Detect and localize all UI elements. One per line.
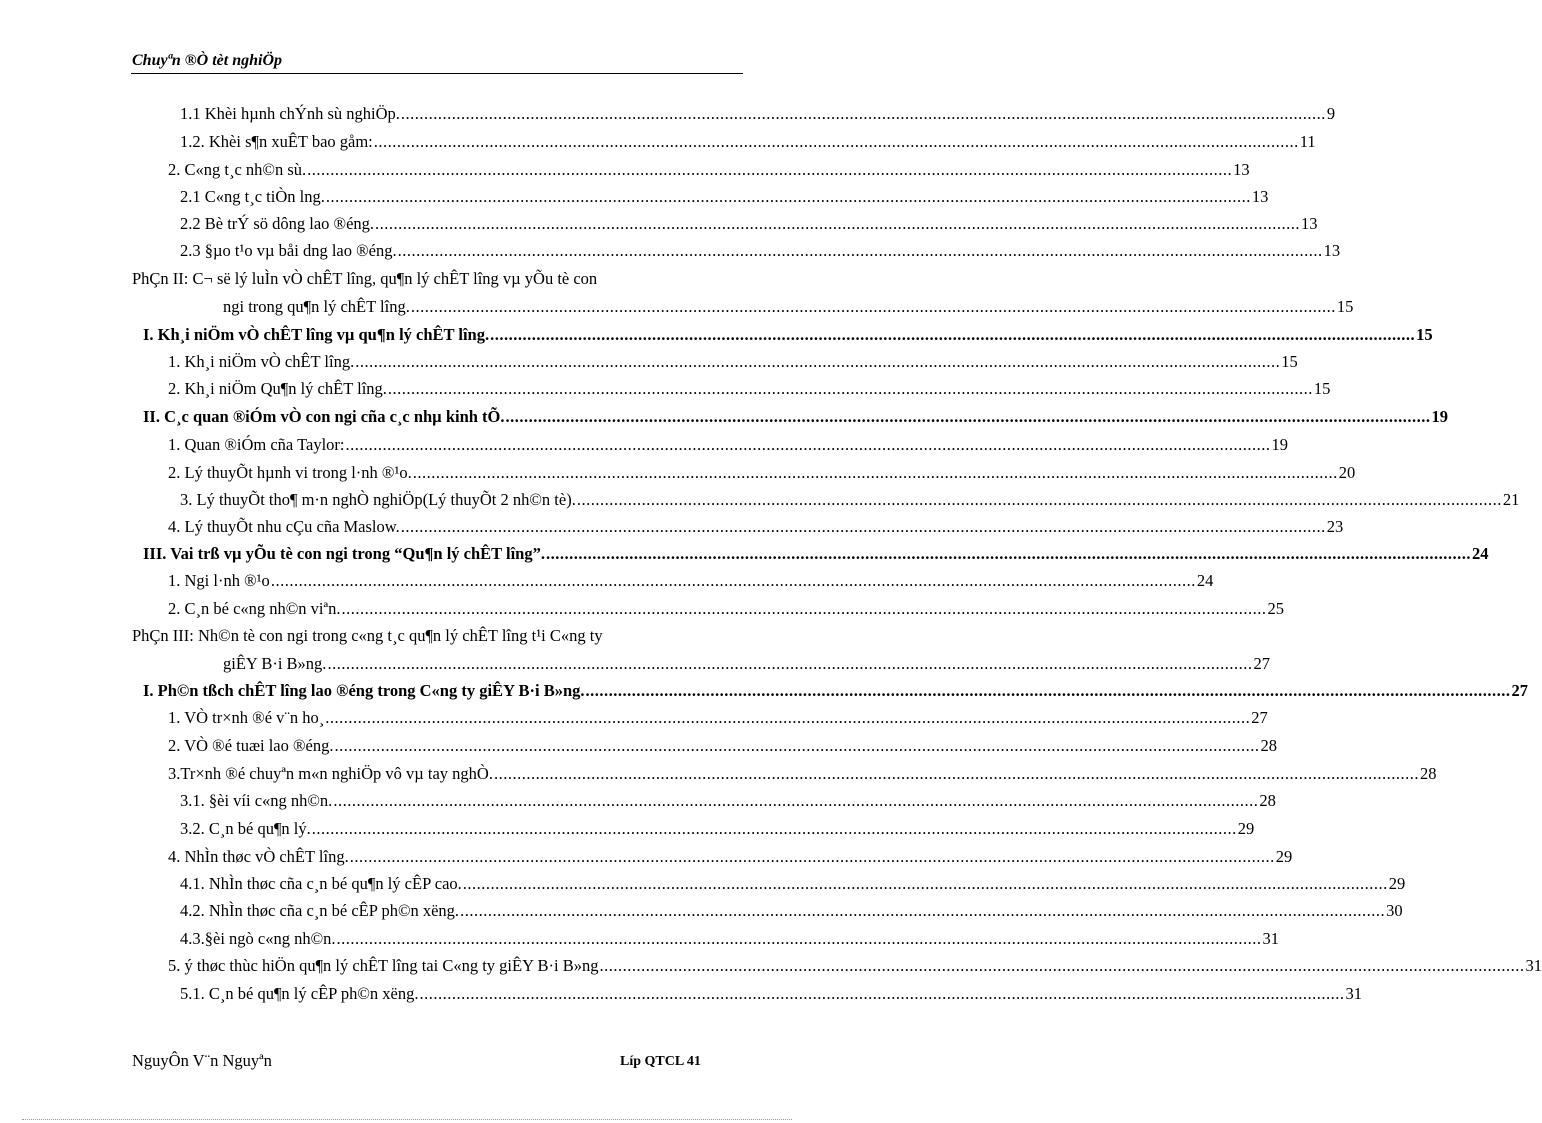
toc-entry-page: 31 [1345, 984, 1362, 1003]
toc-entry-label: 4.3.§èi ngò c«ng nh©n. [180, 929, 336, 948]
toc-leader-dots: ........................................................................................................................................................................................................ [334, 736, 1260, 755]
toc-entry-page: 29 [1388, 874, 1406, 893]
toc-entry-label: I. Ph©n tßch chÊT lîng lao ®éng trong C«ng ty giÊY B·i B»ng. [143, 681, 585, 700]
toc-entry-label: 3.Tr×nh ®é chuyªn m«n nghiÖp vô vµ tay nghÒ. [168, 764, 493, 783]
toc-entry [180, 210, 1318, 234]
toc-entry [168, 704, 1268, 728]
toc-entry-page: 29 [1275, 847, 1293, 866]
toc-entry-label: 1. VÒ tr×nh ®é v¨n ho¸ [168, 708, 325, 727]
toc-entry-label: PhÇn II: C¬ së lý luÌn vÒ chÊT lîng, qu¶n lý chÊT lîng vµ yÕu tè con [132, 269, 598, 288]
toc-leader-dots: ........................................................................................................................................................................................................ [490, 325, 1416, 344]
toc-entry [180, 237, 1341, 261]
toc-entry-label: 2. Kh¸i niÖm Qu¶n lý chÊT lîng. [168, 379, 387, 398]
toc-entry [168, 595, 1284, 619]
toc-entry-page: 31 [1525, 956, 1542, 975]
toc-entry-page: 13 [1323, 241, 1341, 260]
toc-leader-dots: ........................................................................................................................................................................................................ [327, 654, 1253, 673]
toc-entry [168, 348, 1298, 372]
toc-leader-dots: ........................................................................................................................................................................................................ [325, 708, 1251, 727]
toc-entry [180, 980, 1362, 1004]
toc-entry-label: PhÇn III: Nh©n tè con ngi trong c«ng t¸c qu¶n lý chÊT lîng t¹i C«ng ty [132, 626, 603, 645]
toc-entry-label: 1.2. Khèi s¶n xuÊT bao gåm: [180, 132, 373, 151]
toc-entry-page: 13 [1233, 160, 1250, 179]
toc-entry [168, 843, 1293, 867]
toc-entry-page: 30 [1386, 901, 1403, 920]
toc-entry [223, 650, 1270, 674]
toc-leader-dots: ........................................................................................................................................................................................................ [419, 984, 1345, 1003]
toc-entry-page: 27 [1511, 681, 1529, 700]
footer-author: NguyÔn V¨n Nguyªn [132, 1051, 272, 1070]
toc-entry-page: 28 [1419, 764, 1437, 783]
footer-class-label: Líp QTCL 41 [620, 1054, 701, 1069]
toc-entry [168, 431, 1288, 455]
toc-entry-page: 19 [1271, 435, 1288, 454]
toc-leader-dots: ........................................................................................................................................................................................................ [325, 187, 1251, 206]
toc-entry [132, 265, 739, 289]
toc-entry-page: 27 [1251, 708, 1268, 727]
toc-leader-dots: ........................................................................................................................................................................................................ [397, 241, 1323, 260]
toc-entry-label: 4. NhÌn thøc vÒ chÊT lîng. [168, 847, 349, 866]
toc-entry-label: ngi trong qu¶n lý chÊT lîng. [223, 297, 410, 316]
toc-leader-dots: ........................................................................................................................................................................................................ [462, 874, 1388, 893]
toc-entry-label: III. Vai trß vµ yÕu tè con ngi trong “Qu¶n lý chÊT lîng”. [143, 544, 545, 563]
toc-entry-label: 1. Kh¸i niÖm vÒ chÊT lîng. [168, 352, 355, 371]
toc-entry-page: 15 [1281, 352, 1298, 371]
toc-entry-label: 3. Lý thuyÕt tho¶ m·n nghÒ nghiÖp(Lý thuyÕt 2 nh©n tè). [180, 490, 576, 509]
toc-entry [168, 952, 1542, 976]
toc-entry-page: 31 [1262, 929, 1280, 948]
toc-leader-dots: ........................................................................................................................................................................................................ [341, 599, 1267, 618]
toc-leader-dots: ........................................................................................................................................................................................................ [505, 407, 1431, 426]
toc-entry-page: 15 [1336, 297, 1354, 316]
toc-entry [180, 128, 1316, 152]
toc-entry-label: 1.1 Khèi hµnh chÝnh sù nghiÖp. [180, 104, 400, 123]
toc-entry [143, 677, 1529, 701]
toc-entry-label: 4.2. NhÌn thøc cña c¸n bé cÊP ph©n xëng. [180, 901, 460, 920]
toc-entry [180, 897, 1403, 921]
toc-entry-label: 2. VÒ ®é tuæi lao ®éng. [168, 736, 334, 755]
toc-leader-dots: ........................................................................................................................................................................................................ [373, 132, 1299, 151]
toc-entry-page: 11 [1299, 132, 1316, 151]
toc-entry [223, 293, 1354, 317]
toc-leader-dots: ........................................................................................................................................................................................................ [311, 819, 1237, 838]
toc-entry-label: II. C¸c quan ®iÓm vÒ con ngi cña c¸c nhµ kinh tÕ. [143, 407, 505, 426]
toc-entry [180, 183, 1269, 207]
toc-leader-dots: ........................................................................................................................................................................................................ [270, 571, 1196, 590]
toc-entry-page: 19 [1431, 407, 1449, 426]
toc-entry-page: 23 [1326, 517, 1344, 536]
toc-leader-dots: ........................................................................................................................................................................................................ [576, 490, 1502, 509]
toc-leader-dots: ........................................................................................................................................................................................................ [585, 681, 1511, 700]
toc-entry [180, 815, 1255, 839]
toc-leader-dots: ........................................................................................................................................................................................................ [349, 847, 1275, 866]
toc-entry-label: 1. Ngi l·nh ®¹o [168, 571, 270, 590]
toc-leader-dots: ........................................................................................................................................................................................................ [460, 901, 1386, 920]
toc-entry-label: 4.1. NhÌn thøc cña c¸n bé qu¶n lý cÊP cao. [180, 874, 462, 893]
toc-entry-label: 3.2. C¸n bé qu¶n lý. [180, 819, 311, 838]
toc-entry-label: 5.1. C¸n bé qu¶n lý cÊP ph©n xëng. [180, 984, 419, 1003]
toc-entry-label: 2. C¸n bé c«ng nh©n viªn. [168, 599, 341, 618]
toc-entry-label: 1. Quan ®iÓm cña Taylor: [168, 435, 345, 454]
toc-leader-dots: ........................................................................................................................................................................................................ [599, 956, 1525, 975]
toc-entry [143, 403, 1449, 427]
toc-leader-dots: ........................................................................................................................................................................................................ [336, 929, 1262, 948]
toc-leader-dots: ........................................................................................................................................................................................................ [355, 352, 1281, 371]
toc-entry [168, 567, 1214, 591]
toc-entry-label: 2. C«ng t¸c nh©n sù. [168, 160, 307, 179]
toc-entry [143, 540, 1489, 564]
toc-entry-label: 2.1 C«ng t¸c tiÒn lng. [180, 187, 325, 206]
toc-entry-page: 9 [1326, 104, 1336, 123]
toc-entry [168, 732, 1277, 756]
toc-leader-dots: ........................................................................................................................................................................................................ [375, 214, 1301, 233]
toc-entry [180, 870, 1406, 894]
toc-entry-page: 28 [1259, 791, 1276, 810]
toc-entry-label: 2.2 Bè trÝ sö dông lao ®éng. [180, 214, 375, 233]
toc-leader-dots: ........................................................................................................................................................................................................ [345, 435, 1271, 454]
header-rule [131, 73, 743, 74]
toc-entry-page: 24 [1196, 571, 1214, 590]
toc-entry [168, 375, 1331, 399]
toc-entry [168, 513, 1344, 537]
toc-leader-dots: ........................................................................................................................................................................................................ [545, 544, 1471, 563]
toc-leader-dots: ........................................................................................................................................................................................................ [400, 517, 1326, 536]
toc-entry-page: 13 [1301, 214, 1318, 233]
toc-entry [180, 787, 1276, 811]
toc-entry-page: 24 [1471, 544, 1489, 563]
page-header-title: Chuyªn ®Ò tèt nghiÖp [132, 52, 283, 69]
toc-entry-label: 2. Lý thuyÕt hµnh vi trong l·nh ®¹o. [168, 463, 412, 482]
toc-entry-page: 28 [1260, 736, 1277, 755]
toc-entry [168, 760, 1437, 784]
toc-entry-page: 13 [1251, 187, 1269, 206]
toc-leader-dots: ........................................................................................................................................................................................................ [387, 379, 1313, 398]
toc-leader-dots: ........................................................................................................................................................................................................ [493, 764, 1419, 783]
toc-entry-label: 4. Lý thuyÕt nhu cÇu cña Maslow. [168, 517, 400, 536]
toc-leader-dots: ........................................................................................................................................................................................................ [333, 791, 1259, 810]
toc-entry-page: 15 [1313, 379, 1331, 398]
toc-entry-label: 2.3 §µo t¹o vµ båi dng lao ®éng. [180, 241, 397, 260]
page-bottom-border [22, 1119, 792, 1120]
toc-entry [132, 622, 739, 646]
toc-entry-page: 21 [1502, 490, 1520, 509]
toc-entry [180, 486, 1520, 510]
toc-entry-page: 27 [1253, 654, 1270, 673]
toc-entry-page: 15 [1416, 325, 1433, 344]
toc-entry [180, 100, 1336, 124]
toc-entry-label: 3.1. §èi víi c«ng nh©n. [180, 791, 333, 810]
toc-entry-page: 29 [1237, 819, 1255, 838]
toc-leader-dots: ........................................................................................................................................................................................................ [307, 160, 1233, 179]
toc-entry [168, 459, 1356, 483]
toc-entry-label: I. Kh¸i niÖm vÒ chÊT lîng vµ qu¶n lý chÊT lîng. [143, 325, 490, 344]
toc-entry-label: giÊY B·i B»ng. [223, 654, 327, 673]
toc-entry-page: 20 [1338, 463, 1356, 482]
toc-entry-label: 5. ý thøc thùc hiÖn qu¶n lý chÊT lîng tai C«ng ty giÊY B·i B»ng [168, 956, 599, 975]
toc-entry [143, 321, 1433, 345]
toc-entry-page: 25 [1267, 599, 1284, 618]
toc-leader-dots: ........................................................................................................................................................................................................ [412, 463, 1338, 482]
toc-entry [168, 156, 1250, 180]
toc-leader-dots: ........................................................................................................................................................................................................ [400, 104, 1326, 123]
toc-entry [180, 925, 1280, 949]
toc-leader-dots: ........................................................................................................................................................................................................ [410, 297, 1336, 316]
